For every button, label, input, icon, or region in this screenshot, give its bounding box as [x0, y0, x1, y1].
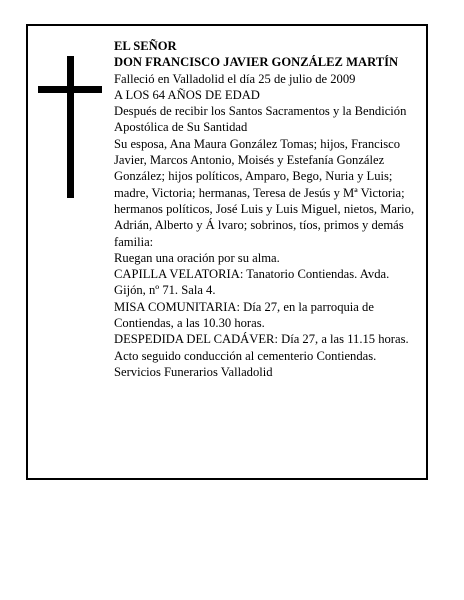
cross-icon — [38, 56, 102, 198]
age-statement: A LOS 64 AÑOS DE EDAD — [114, 87, 260, 102]
obituary-notice — [26, 24, 428, 480]
funeral-services: Servicios Funerarios Valladolid — [114, 364, 273, 379]
notice-title: EL SEÑOR — [114, 39, 177, 53]
prayer-request: Ruegan una oración por su alma. — [114, 250, 280, 265]
mass-info: MISA COMUNITARIA: Día 27, en la parroquia de Contiendas, a las 10.30 horas. — [114, 299, 374, 331]
death-statement: Falleció en Valladolid el día 25 de julio de 2009 — [114, 71, 356, 86]
chapel-info: CAPILLA VELATORIA: Tanatorio Contiendas. Avda. Gijón, nº 71. Sala 4. — [114, 267, 390, 298]
farewell-info: DESPEDIDA DEL CADÁVER: Día 27, a las 11.15 horas. Acto seguido conducción al cementerio Contiendas. — [114, 332, 409, 363]
cross-vertical-bar — [67, 56, 74, 198]
cross-horizontal-bar — [38, 86, 102, 93]
deceased-name: DON FRANCISCO JAVIER GONZÁLEZ MARTÍN — [114, 55, 399, 70]
sacraments-statement: Después de recibir los Santos Sacramentos y la Bendición Apostólica de Su Santidad — [114, 104, 407, 135]
family-list: Su esposa, Ana Maura González Tomas; hijos, Francisco Javier, Marcos Antonio, Moisés y Estefanía González González; hijos políticos, Amparo, Bego, Nuria y Luis; madre, Victoria; hermanas, Teresa de Jesús y Mª Victoria; hermanos políticos, José Luis y Luis Miguel, nietos, Mario, Adrián, Alberto y Á lvaro; sobrinos, tíos, primos y demás familia: — [114, 136, 415, 249]
notice-text — [114, 38, 422, 380]
